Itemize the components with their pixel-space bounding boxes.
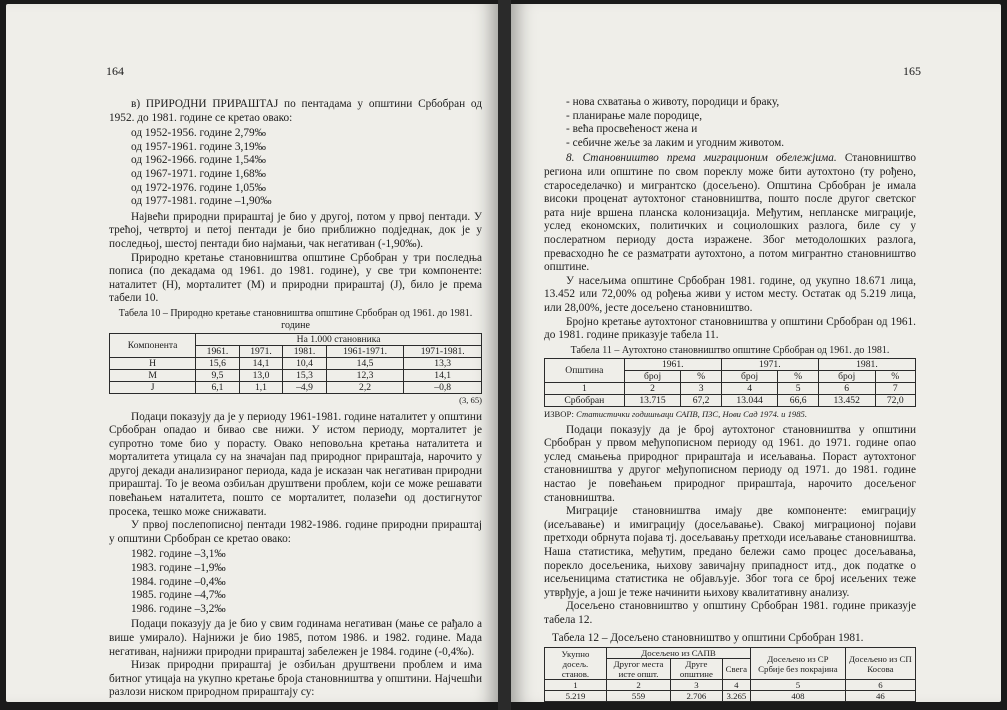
list-item: од 1977-1981. године –1,90‰ bbox=[131, 195, 272, 208]
table-header: број bbox=[721, 370, 778, 382]
table-cell: 6 bbox=[818, 382, 875, 394]
right-text-column bbox=[544, 96, 916, 702]
table-header: 1981. bbox=[283, 345, 327, 357]
table-cell: 408 bbox=[751, 691, 846, 702]
table-cell: 3.265 bbox=[722, 691, 750, 702]
list-item: 1982. године –3,1‰ bbox=[131, 548, 226, 561]
paragraph bbox=[544, 152, 916, 274]
table-cell: 2,2 bbox=[326, 381, 404, 393]
table-header: број bbox=[818, 370, 875, 382]
table-header: Свега bbox=[722, 659, 750, 680]
table-10 bbox=[109, 333, 482, 394]
paragraph: У првој послепописној пентади 1982-1986. године природни прираштај у општини Србобран се кретао овако: bbox=[109, 519, 482, 545]
table-cell: 14,5 bbox=[326, 357, 404, 369]
table-cell: 2.706 bbox=[671, 691, 723, 702]
table-cell: 6,1 bbox=[196, 381, 240, 393]
table-cell: 1 bbox=[545, 680, 607, 691]
left-page bbox=[6, 4, 498, 702]
table-header: 1981. bbox=[818, 358, 915, 370]
table-header: Другог места исте општ. bbox=[606, 659, 670, 680]
table-cell: 5.219 bbox=[545, 691, 607, 702]
right-page bbox=[511, 4, 1001, 702]
table-cell: 10,4 bbox=[283, 357, 327, 369]
page-number-left: 164 bbox=[106, 64, 124, 78]
table-header: На 1.000 становника bbox=[196, 333, 482, 345]
paragraph: Подаци показују да је број аутохтоног становништва у општини Србобран у првом међупописном периоду од 1961. до 1971. године опао услед смањења природног прираштаја и исељавања. Пораст аутохтоног становништва у другог међупописном периоду од 1971. до 1981. године настао је повећањем природног прираштаја, нарочито досељеног становништва. bbox=[544, 423, 916, 504]
reason-list bbox=[566, 96, 916, 150]
table-cell: 3 bbox=[681, 382, 721, 394]
table-source bbox=[544, 409, 916, 420]
section-heading: 8. Становништво према миграционим обележјима. bbox=[566, 152, 837, 165]
table-cell: М bbox=[110, 369, 196, 381]
table-cell: 46 bbox=[845, 691, 915, 702]
table-cell: 4 bbox=[721, 382, 778, 394]
table-cell: 5 bbox=[778, 382, 818, 394]
table-cell: 15,3 bbox=[283, 369, 327, 381]
paragraph: Подаци показују да је у периоду 1961-1981. године наталитет у општини Србобран опадао и бивао све нижи. У истом периоду, морталитет је супротно томе био у порасту. Овако неповољна кретања наталитета и морталитета утицала су на значајан пад природног прираштаја, нарочито у другој декади анализираног периода, када је исказан чак негативан природни прираштај. То је веома озбиљан друштвени проблем, који се може решавати повећањем наталитета, пошто се морталитет, полазећи од достигнутог просека, тешко може снижавати. bbox=[109, 410, 482, 518]
table-header: % bbox=[778, 370, 818, 382]
table-header: Досељено из СП Косова bbox=[845, 648, 915, 680]
paragraph: Низак природни прираштај је озбиљан друштвени проблем и има битног утицаја на укупно кретање броја становништва у општини. Најчешћи разлози ниском природном прираштају су: bbox=[109, 659, 482, 699]
table-row bbox=[545, 680, 916, 691]
table-header: 1971-1981. bbox=[404, 345, 482, 357]
table-row bbox=[545, 394, 916, 406]
table-cell: Ј bbox=[110, 381, 196, 393]
paragraph: Подаци показују да је био у свим годинама негативан (мање се рађало а више умирало). Најнижи је био 1985, потом 1986. и 1982. године. Мада негативан, најнижи природни прираштај забележен је 1984. године (-0,4‰). bbox=[109, 618, 482, 658]
paragraph: Природно кретање становништва општине Србобран у три последња пописа (по декадама од 1961. до 1981. године), у све три компоненте: наталитет (Н), морталитет (М) и природни прираштај (Ј), било је према табели 10. bbox=[109, 251, 482, 305]
table-header: 1961. bbox=[624, 358, 721, 370]
table-header: Друге општине bbox=[671, 659, 723, 680]
table-cell: 2 bbox=[606, 680, 670, 691]
list-item: - себичне жеље за лаким и угодним животом. bbox=[566, 136, 785, 149]
book-gutter bbox=[498, 0, 511, 710]
list-item: 1986. године –3,2‰ bbox=[131, 602, 226, 615]
list-item: од 1952-1956. године 2,79‰ bbox=[131, 127, 266, 140]
table-header: Општина bbox=[545, 358, 625, 382]
table-header: 1971. bbox=[721, 358, 818, 370]
table-cell: 12,3 bbox=[326, 369, 404, 381]
list-item: од 1962-1966. године 1,54‰ bbox=[131, 154, 266, 167]
list-item: 1985. године –4,7‰ bbox=[131, 589, 226, 602]
table-header: број bbox=[624, 370, 681, 382]
table-cell: 1 bbox=[545, 382, 625, 394]
list-item: - нова схватања о животу, породици и браку, bbox=[566, 96, 780, 108]
table-header: Компонента bbox=[110, 333, 196, 357]
table-cell: 67,2 bbox=[681, 394, 721, 406]
list-item: 1984. године –0,4‰ bbox=[131, 575, 226, 588]
table-header: % bbox=[875, 370, 915, 382]
table-header: 1971. bbox=[239, 345, 283, 357]
table-cell: 13,0 bbox=[239, 369, 283, 381]
list-item: 1983. године –1,9‰ bbox=[131, 562, 226, 575]
table-caption: Табела 12 – Досељено становништво у општини Србобран 1981. bbox=[552, 631, 864, 644]
table-cell: Н bbox=[110, 357, 196, 369]
table-cell: 14,1 bbox=[404, 369, 482, 381]
list-item: од 1967-1971. године 1,68‰ bbox=[131, 167, 266, 180]
table-cell: 15,6 bbox=[196, 357, 240, 369]
list-item: од 1972-1976. године 1,05‰ bbox=[131, 181, 266, 194]
table-row bbox=[110, 357, 482, 369]
table-cell: 7 bbox=[875, 382, 915, 394]
table-cell: 14,1 bbox=[239, 357, 283, 369]
table-cell: –0,8 bbox=[404, 381, 482, 393]
table-cell: 9,5 bbox=[196, 369, 240, 381]
table-header: Досељено из СР Србије без покрајина bbox=[751, 648, 846, 680]
table-cell: 72,0 bbox=[875, 394, 915, 406]
table-cell: 1,1 bbox=[239, 381, 283, 393]
paragraph: Бројно кретање аутохтоног становништва у општини Србобран од 1961. до 1981. године приказује табела 11. bbox=[544, 315, 916, 342]
paragraph-text: Становништво региона или општине по свом пореклу може бити аутохтоно (ту рођено, староседелачко) и мигрантско (досељено). Општина Србобран је имала високи проценат аутохтоног становништва, пошто после другог светског рата није вршена планска колонизација. Међутим, непланске миграције, услед економских, политичких и социолошких разлога, биле су у послератном периоду доста изражене. Због методолошких разлога, превасходно ће се разматрати аутохтоно, а потом мигрантно становништво општине. bbox=[544, 152, 916, 274]
table-cell: 13,3 bbox=[404, 357, 482, 369]
page-number-right: 165 bbox=[903, 64, 921, 78]
list-item: - планирање мале породице, bbox=[566, 109, 703, 122]
table-header: Укупно досељ. станов. bbox=[545, 648, 607, 680]
list-item: од 1957-1961. године 3,19‰ bbox=[131, 140, 266, 153]
paragraph: Највећи природни прираштај је био у другој, потом у првој пентади. У трећој, четвртој и петој пентади је био приближно подједнак, док је у последњој, шестој пентади био најмањи, чак негативан (-1,90‰). bbox=[109, 210, 482, 250]
table-caption: Табела 10 – Природно кретање становништва општине Србобран од 1961. до 1981. године bbox=[118, 307, 473, 331]
paragraph: Миграције становништва имају две компоненте: емиграцију (исељавање) и имиграцију (досељавање). Свакој миграционој појави претходи обрнута појава тј. досељавању претходи исељавање становништва. Наша статистика, међутим, предано бележи само процес досељавања, порекло досељеника, њихову завичајну припадност итд., док податке о исељеницима статистика не објављује. Због тога се број исељених теже утврђује, а још је теже начинити њихову квалитативну анализу. bbox=[544, 505, 916, 599]
table-row bbox=[110, 381, 482, 393]
table-row bbox=[110, 369, 482, 381]
list-item: - већа просвећеност жена и bbox=[566, 123, 698, 136]
table-cell: 3 bbox=[671, 680, 723, 691]
table-cell: 2 bbox=[624, 382, 681, 394]
table-row bbox=[545, 691, 916, 702]
left-text-column bbox=[109, 98, 482, 700]
table-cell: 13.715 bbox=[624, 394, 681, 406]
section-heading: в) ПРИРОДНИ ПРИРАШТАЈ по пентадама у општини Србобран од 1952. до 1981. године се кретао овако: bbox=[109, 98, 482, 124]
table-cell: 13.452 bbox=[818, 394, 875, 406]
year-list bbox=[131, 548, 482, 616]
table-cell: 5 bbox=[751, 680, 846, 691]
table-cell: 6 bbox=[845, 680, 915, 691]
table-header: 1961-1971. bbox=[326, 345, 404, 357]
table-12 bbox=[544, 647, 916, 702]
source-text: Статистички годишњаци САПВ, ПЗС, Нови Сад 1974. и 1985. bbox=[573, 408, 807, 419]
paragraph: Досељено становништво у општину Србобран 1981. године приказује табела 12. bbox=[544, 600, 916, 626]
table-cell: –4,9 bbox=[283, 381, 327, 393]
table-header: % bbox=[681, 370, 721, 382]
table-header: 1961. bbox=[196, 345, 240, 357]
rate-list bbox=[131, 127, 482, 209]
table-header: Досељено из САПВ bbox=[606, 648, 750, 659]
table-row bbox=[545, 382, 916, 394]
table-note: (3, 65) bbox=[459, 394, 482, 405]
table-cell: Србобран bbox=[545, 394, 625, 406]
table-cell: 13.044 bbox=[721, 394, 778, 406]
table-cell: 559 bbox=[606, 691, 670, 702]
source-label: ИЗВОР: bbox=[544, 408, 574, 419]
table-cell: 4 bbox=[722, 680, 750, 691]
table-11 bbox=[544, 358, 916, 407]
table-caption: Табела 11 – Аутохтоно становништво општине Србобран од 1961. до 1981. bbox=[570, 344, 890, 356]
paragraph: У насељима општине Србобран 1981. године, од укупно 18.671 лица, 13.452 или 72,00% од рођења живи у истом месту. Остатак од 5.219 лица, или 28,00%, јесте досељено становништво. bbox=[544, 274, 916, 314]
table-cell: 66,6 bbox=[778, 394, 818, 406]
